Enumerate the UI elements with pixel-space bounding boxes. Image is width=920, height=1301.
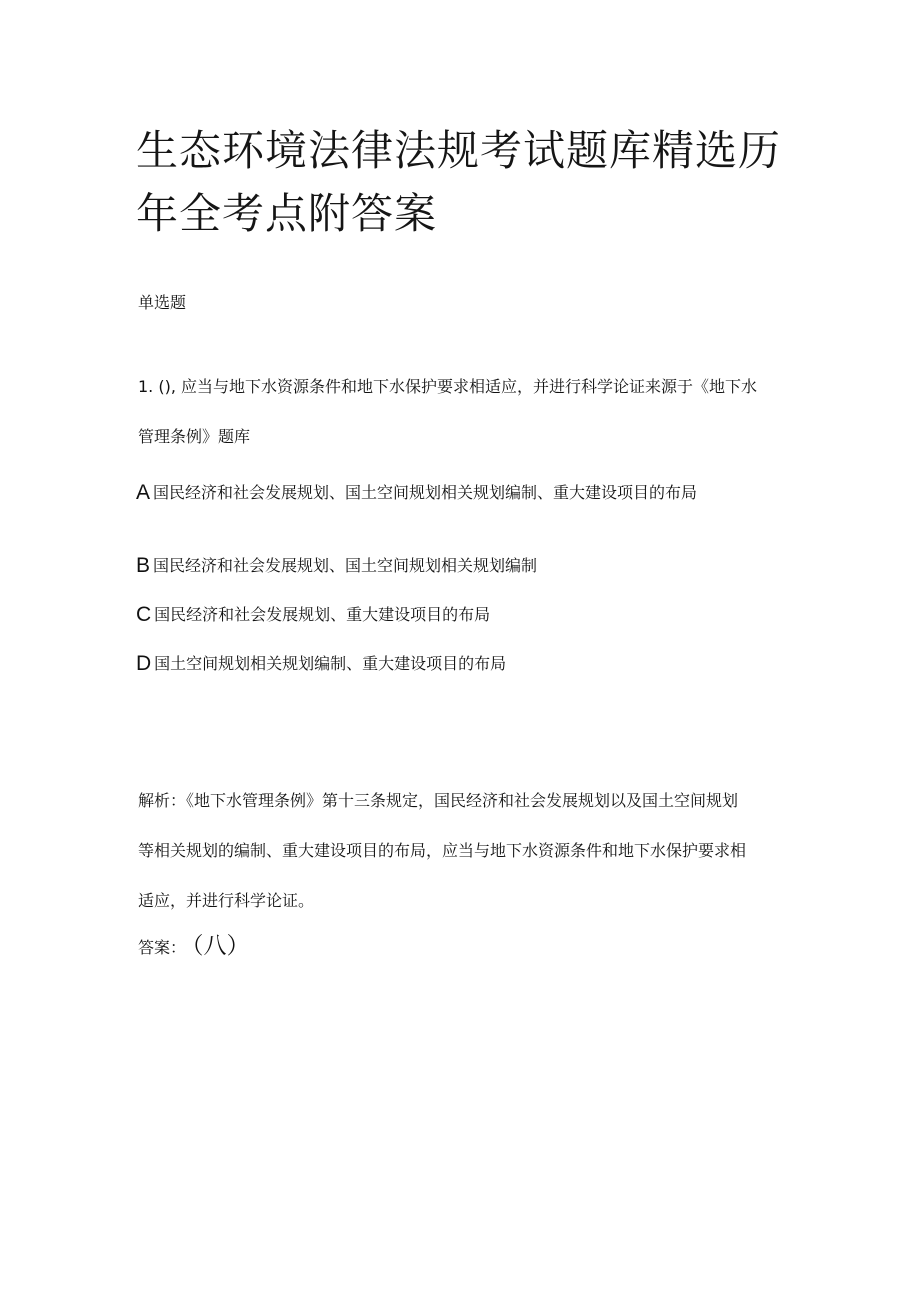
answer-line: [138, 930, 250, 964]
option-b-letter: B: [136, 554, 151, 577]
option-c: [136, 602, 490, 628]
option-a-letter: A: [136, 481, 151, 504]
option-c-letter: C: [136, 603, 152, 626]
option-c-text: 国民经济和社会发展规划、重大建设项目的布局: [154, 605, 491, 624]
analysis-text: [138, 776, 798, 926]
analysis-line-1: 解析：《地下水管理条例》第十三条规定，国民经济和社会发展规划以及国土空间规划: [138, 791, 739, 810]
document-title: [136, 119, 796, 245]
option-b-text: 国民经济和社会发展规划、国土空间规划相关规划编制: [153, 556, 538, 575]
section-label: 单选题: [138, 293, 187, 312]
answer-value: （八）: [192, 933, 250, 959]
option-d: [136, 651, 506, 677]
question-line-1: 1. (), 应当与地下水资源条件和地下水保护要求相适应，并进行科学论证来源于《地下水: [138, 377, 758, 396]
option-a-text: 国民经济和社会发展规划、国土空间规划相关规划编制、重大建设项目的布局: [153, 483, 698, 502]
option-d-letter: D: [136, 652, 152, 675]
option-a: [136, 480, 697, 506]
answer-label: 答案：: [138, 938, 187, 957]
analysis-line-3: 适应，并进行科学论证。: [138, 891, 315, 910]
option-b: [136, 553, 537, 579]
title-line-2: 年全考点附答案: [136, 189, 438, 238]
question-text: [138, 362, 798, 462]
option-d-text: 国土空间规划相关规划编制、重大建设项目的布局: [154, 654, 507, 673]
analysis-line-2: 等相关规划的编制、重大建设项目的布局，应当与地下水资源条件和地下水保护要求相: [138, 841, 747, 860]
title-line-1: 生态环境法律法规考试题库精选历: [136, 126, 782, 175]
question-line-2: 管理条例》题库: [138, 427, 251, 446]
